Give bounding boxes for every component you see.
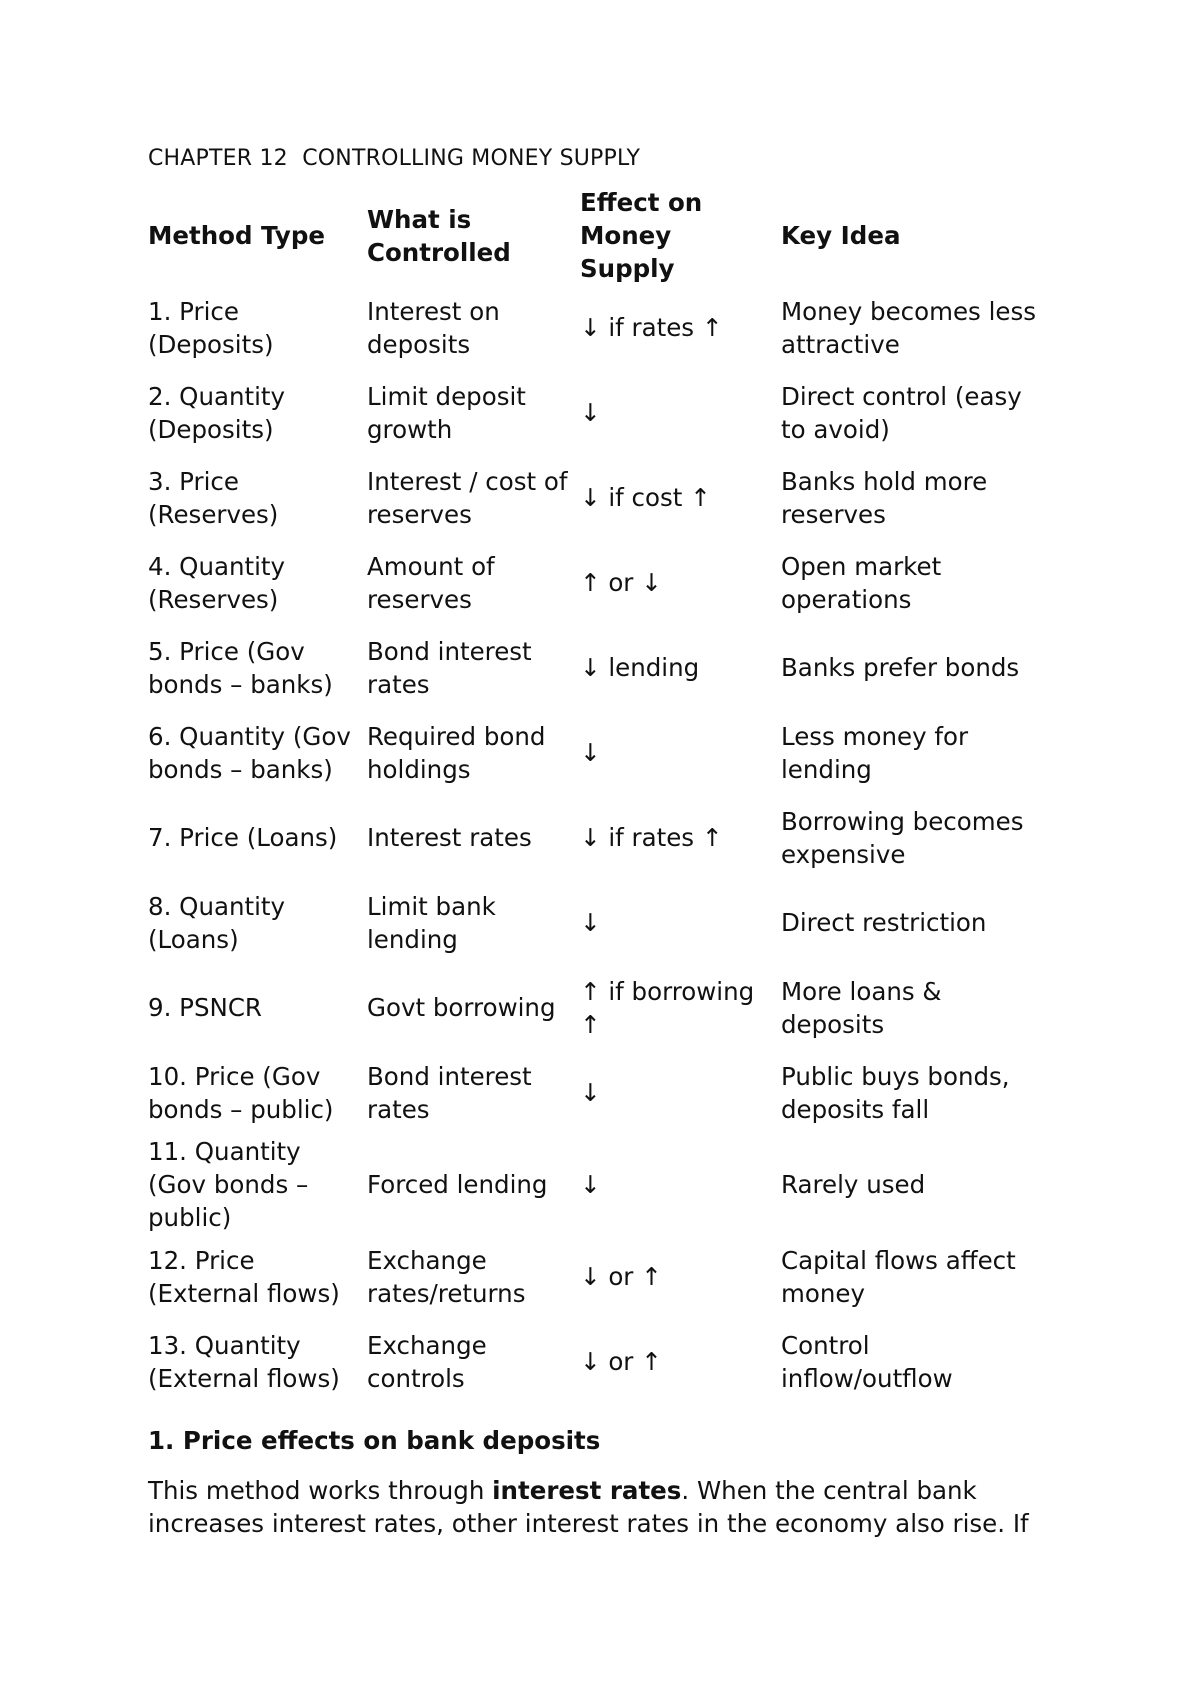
table-header-row — [144, 186, 1045, 285]
effect-cell: ↓ or ↑ — [580, 1262, 662, 1291]
what-controlled-cell: Exchange rates/returns — [367, 1245, 526, 1308]
method-type-cell: 11. Quantity (Gov bonds – public) — [148, 1137, 309, 1232]
body-paragraph — [148, 1474, 1078, 1540]
effect-cell: ↓ if cost ↑ — [580, 483, 711, 512]
what-controlled-cell: Interest rates — [367, 823, 532, 852]
effect-cell: ↓ if rates ↑ — [580, 313, 723, 342]
key-idea-cell: Rarely used — [781, 1170, 926, 1199]
table-row — [144, 1319, 1045, 1404]
what-controlled-cell: Govt borrowing — [367, 993, 556, 1022]
method-type-cell: 3. Price (Reserves) — [148, 466, 279, 529]
key-idea-cell: Banks prefer bonds — [781, 653, 1020, 682]
method-type-cell: 5. Price (Gov bonds – banks) — [148, 636, 333, 699]
paragraph-text-start: This method works through — [148, 1476, 493, 1505]
effect-cell: ↑ if borrowing ↑ — [580, 976, 755, 1039]
method-type-cell: 1. Price (Deposits) — [148, 296, 274, 359]
what-controlled-cell: Limit bank lending — [367, 891, 496, 954]
what-controlled-cell: Exchange controls — [367, 1330, 487, 1393]
key-idea-cell: Capital flows affect money — [781, 1245, 1016, 1308]
method-type-cell: 13. Quantity (External flows) — [148, 1330, 340, 1393]
method-type-cell: 6. Quantity (Gov bonds – banks) — [148, 721, 351, 784]
table-row — [144, 710, 1045, 795]
key-idea-cell: Banks hold more reserves — [781, 466, 988, 529]
key-idea-cell: Direct restriction — [781, 908, 987, 937]
key-idea-cell: Less money for lending — [781, 721, 969, 784]
what-controlled-cell: Required bond holdings — [367, 721, 546, 784]
effect-cell: ↓ — [580, 908, 601, 937]
effect-cell: ↓ — [580, 1170, 601, 1199]
header-what-is-controlled: What is Controlled — [367, 204, 511, 267]
table-row — [144, 880, 1045, 965]
table-row — [144, 455, 1045, 540]
effect-cell: ↓ — [580, 738, 601, 767]
table-row — [144, 1135, 1045, 1234]
method-type-cell: 8. Quantity (Loans) — [148, 891, 286, 954]
key-idea-cell: Borrowing becomes expensive — [781, 806, 1024, 869]
method-type-cell: 12. Price (External flows) — [148, 1245, 340, 1308]
effect-cell: ↑ or ↓ — [580, 568, 662, 597]
table-row — [144, 625, 1045, 710]
table-row — [144, 1050, 1045, 1135]
key-idea-cell: Open market operations — [781, 551, 942, 614]
key-idea-cell: Control inflow/outflow — [781, 1330, 953, 1393]
what-controlled-cell: Forced lending — [367, 1170, 548, 1199]
methods-table — [144, 186, 1045, 1404]
what-controlled-cell: Bond interest rates — [367, 1061, 532, 1124]
header-effect-on-money-supply: Effect on Money Supply — [580, 188, 703, 283]
table-row — [144, 285, 1045, 370]
effect-cell: ↓ — [580, 1078, 601, 1107]
effect-cell: ↓ or ↑ — [580, 1347, 662, 1376]
method-type-cell: 2. Quantity (Deposits) — [148, 381, 286, 444]
table-row — [144, 795, 1045, 880]
method-type-cell: 10. Price (Gov bonds – public) — [148, 1061, 334, 1124]
what-controlled-cell: Interest / cost of reserves — [367, 466, 568, 529]
what-controlled-cell: Amount of reserves — [367, 551, 495, 614]
key-idea-cell: Money becomes less attractive — [781, 296, 1037, 359]
table-row — [144, 370, 1045, 455]
method-type-cell: 9. PSNCR — [148, 993, 262, 1022]
effect-cell: ↓ lending — [580, 653, 700, 682]
paragraph-text-end: . When the central bank increases interest rates, other interest rates in the economy also rise. If — [148, 1476, 1029, 1538]
method-type-cell: 4. Quantity (Reserves) — [148, 551, 286, 614]
what-controlled-cell: Limit deposit growth — [367, 381, 526, 444]
chapter-title: CHAPTER 12 CONTROLLING MONEY SUPPLY — [148, 146, 641, 171]
table-row — [144, 1234, 1045, 1319]
table-row — [144, 965, 1045, 1050]
header-method-type: Method Type — [148, 221, 325, 250]
section-heading: 1. Price effects on bank deposits — [148, 1426, 601, 1455]
table-row — [144, 540, 1045, 625]
header-key-idea: Key Idea — [781, 221, 901, 250]
key-idea-cell: Public buys bonds, deposits fall — [781, 1061, 1010, 1124]
effect-cell: ↓ if rates ↑ — [580, 823, 723, 852]
method-type-cell: 7. Price (Loans) — [148, 823, 338, 852]
what-controlled-cell: Interest on deposits — [367, 296, 500, 359]
paragraph-bold-term: interest rates — [492, 1476, 682, 1505]
effect-cell: ↓ — [580, 398, 601, 427]
what-controlled-cell: Bond interest rates — [367, 636, 532, 699]
key-idea-cell: Direct control (easy to avoid) — [781, 381, 1022, 444]
key-idea-cell: More loans & deposits — [781, 976, 942, 1039]
